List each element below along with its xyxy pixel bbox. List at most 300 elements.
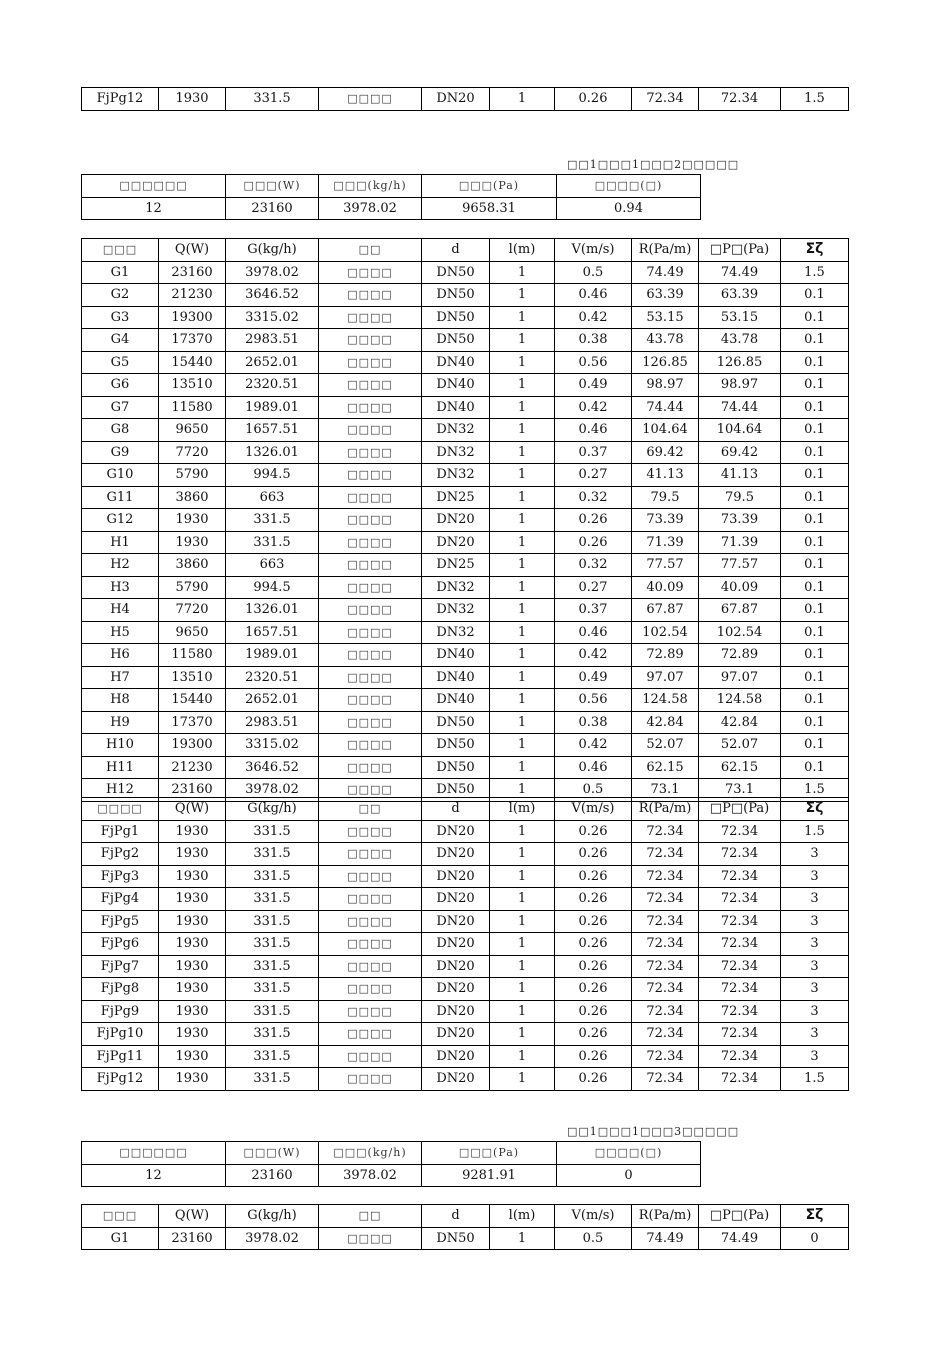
d-cell: DN20 bbox=[422, 910, 490, 933]
segment-cell: G12 bbox=[82, 509, 159, 532]
count-header: □□□□□□ bbox=[82, 175, 226, 198]
q-cell: 23160 bbox=[159, 261, 226, 284]
r-cell: 63.39 bbox=[632, 284, 699, 307]
g-cell: 663 bbox=[226, 486, 319, 509]
d-cell: DN40 bbox=[422, 644, 490, 667]
material-cell: □□□□ bbox=[319, 933, 422, 956]
table-row bbox=[82, 261, 849, 284]
material-cell: □□□□ bbox=[319, 351, 422, 374]
g-cell: 3315.02 bbox=[226, 734, 319, 757]
material-cell: □□□□ bbox=[319, 509, 422, 532]
q-cell: 21230 bbox=[159, 756, 226, 779]
count-header: □□□□□□ bbox=[82, 1142, 226, 1165]
r-cell: 72.34 bbox=[632, 1000, 699, 1023]
material-cell: □□□□ bbox=[319, 666, 422, 689]
l-cell: 1 bbox=[490, 1068, 555, 1091]
zeta-cell: 0.1 bbox=[781, 531, 849, 554]
table-row bbox=[82, 756, 849, 779]
r-cell: 73.39 bbox=[632, 509, 699, 532]
l-cell: 1 bbox=[490, 734, 555, 757]
heat-value: 23160 bbox=[226, 1164, 319, 1187]
segment-cell: G1 bbox=[82, 1227, 159, 1250]
zeta-cell: 3 bbox=[781, 955, 849, 978]
r-cell: 72.34 bbox=[632, 1045, 699, 1068]
l-cell: 1 bbox=[490, 374, 555, 397]
zeta-cell: 1.5 bbox=[781, 779, 849, 802]
g-cell: 331.5 bbox=[226, 509, 319, 532]
v-cell: 0.42 bbox=[555, 396, 632, 419]
r-header: R(Pa/m) bbox=[632, 1205, 699, 1228]
g-cell: 331.5 bbox=[226, 1023, 319, 1046]
g-cell: 1989.01 bbox=[226, 644, 319, 667]
zeta-cell: 1.5 bbox=[781, 88, 849, 111]
v-cell: 0.38 bbox=[555, 329, 632, 352]
table-row bbox=[82, 1045, 849, 1068]
v-cell: 0.26 bbox=[555, 955, 632, 978]
dp-cell: 72.34 bbox=[699, 88, 781, 111]
g-cell: 994.5 bbox=[226, 576, 319, 599]
g-cell: 331.5 bbox=[226, 865, 319, 888]
table-row bbox=[82, 1227, 849, 1250]
zeta-cell: 0.1 bbox=[781, 666, 849, 689]
v-cell: 0.26 bbox=[555, 1068, 632, 1091]
zeta-cell: 0.1 bbox=[781, 599, 849, 622]
g-cell: 3978.02 bbox=[226, 1227, 319, 1250]
v-header: V(m/s) bbox=[555, 798, 632, 821]
table-row bbox=[82, 531, 849, 554]
d-cell: DN32 bbox=[422, 621, 490, 644]
l-cell: 1 bbox=[490, 351, 555, 374]
resistance-value: 9281.91 bbox=[422, 1164, 557, 1187]
segment-cell: H5 bbox=[82, 621, 159, 644]
d-cell: DN20 bbox=[422, 531, 490, 554]
unbalance-header: □□□□(□) bbox=[557, 175, 701, 198]
zeta-cell: 0.1 bbox=[781, 711, 849, 734]
r-cell: 72.34 bbox=[632, 843, 699, 866]
q-cell: 13510 bbox=[159, 666, 226, 689]
top-branch-table bbox=[81, 87, 849, 111]
q-cell: 1930 bbox=[159, 933, 226, 956]
l-cell: 1 bbox=[490, 554, 555, 577]
d-cell: DN50 bbox=[422, 261, 490, 284]
d-cell: DN20 bbox=[422, 820, 490, 843]
zeta-cell: 0.1 bbox=[781, 441, 849, 464]
l-cell: 1 bbox=[490, 1023, 555, 1046]
v-cell: 0.26 bbox=[555, 933, 632, 956]
dp-cell: 72.34 bbox=[699, 1068, 781, 1091]
r-cell: 72.34 bbox=[632, 910, 699, 933]
v-cell: 0.46 bbox=[555, 419, 632, 442]
material-cell: □□□□ bbox=[319, 1068, 422, 1091]
dp-cell: 72.34 bbox=[699, 888, 781, 911]
material-cell: □□□□ bbox=[319, 531, 422, 554]
segment-cell: FjPg5 bbox=[82, 910, 159, 933]
table-row bbox=[82, 910, 849, 933]
l-cell: 1 bbox=[490, 666, 555, 689]
material-cell: □□□□ bbox=[319, 396, 422, 419]
g-cell: 3978.02 bbox=[226, 261, 319, 284]
g-cell: 994.5 bbox=[226, 464, 319, 487]
segment-header: □□□ bbox=[82, 1205, 159, 1228]
d-cell: DN50 bbox=[422, 1227, 490, 1250]
material-cell: □□□□ bbox=[319, 978, 422, 1001]
v-cell: 0.37 bbox=[555, 599, 632, 622]
material-cell: □□□□ bbox=[319, 865, 422, 888]
segment-cell: G8 bbox=[82, 419, 159, 442]
r-cell: 43.78 bbox=[632, 329, 699, 352]
q-cell: 1930 bbox=[159, 1045, 226, 1068]
material-cell: □□□□ bbox=[319, 284, 422, 307]
material-cell: □□□□ bbox=[319, 576, 422, 599]
material-cell: □□□□ bbox=[319, 554, 422, 577]
segment-cell: FjPg11 bbox=[82, 1045, 159, 1068]
section3-main-table bbox=[81, 1204, 849, 1250]
q-cell: 1930 bbox=[159, 865, 226, 888]
l-cell: 1 bbox=[490, 329, 555, 352]
dp-cell: 72.34 bbox=[699, 1023, 781, 1046]
l-cell: 1 bbox=[490, 711, 555, 734]
dp-cell: 72.89 bbox=[699, 644, 781, 667]
g-cell: 1326.01 bbox=[226, 599, 319, 622]
l-cell: 1 bbox=[490, 644, 555, 667]
unbalance-value: 0 bbox=[557, 1164, 701, 1187]
r-cell: 74.44 bbox=[632, 396, 699, 419]
unbalance-value: 0.94 bbox=[557, 197, 701, 220]
v-cell: 0.26 bbox=[555, 843, 632, 866]
segment-cell: FjPg6 bbox=[82, 933, 159, 956]
dp-cell: 72.34 bbox=[699, 955, 781, 978]
v-header: V(m/s) bbox=[555, 1205, 632, 1228]
l-cell: 1 bbox=[490, 933, 555, 956]
zeta-cell: 0.1 bbox=[781, 284, 849, 307]
zeta-cell: 0.1 bbox=[781, 509, 849, 532]
main-header-row bbox=[82, 239, 849, 262]
r-cell: 72.34 bbox=[632, 1068, 699, 1091]
material-cell: □□□□ bbox=[319, 1045, 422, 1068]
dp-cell: 72.34 bbox=[699, 820, 781, 843]
segment-cell: G10 bbox=[82, 464, 159, 487]
g-cell: 331.5 bbox=[226, 531, 319, 554]
l-cell: 1 bbox=[490, 978, 555, 1001]
l-cell: 1 bbox=[490, 865, 555, 888]
d-cell: DN20 bbox=[422, 1023, 490, 1046]
l-cell: 1 bbox=[490, 531, 555, 554]
v-cell: 0.56 bbox=[555, 351, 632, 374]
material-cell: □□□□ bbox=[319, 621, 422, 644]
segment-cell: G4 bbox=[82, 329, 159, 352]
material-cell: □□□□ bbox=[319, 486, 422, 509]
table-row bbox=[82, 888, 849, 911]
d-cell: DN32 bbox=[422, 464, 490, 487]
dp-header: □P□(Pa) bbox=[699, 798, 781, 821]
l-cell: 1 bbox=[490, 306, 555, 329]
l-cell: 1 bbox=[490, 419, 555, 442]
segment-cell: H9 bbox=[82, 711, 159, 734]
zeta-cell: 1.5 bbox=[781, 261, 849, 284]
table-row bbox=[82, 711, 849, 734]
q-cell: 1930 bbox=[159, 820, 226, 843]
r-cell: 97.07 bbox=[632, 666, 699, 689]
summary-header-row bbox=[82, 1142, 701, 1165]
zeta-cell: 0.1 bbox=[781, 486, 849, 509]
l-cell: 1 bbox=[490, 779, 555, 802]
q-cell: 15440 bbox=[159, 689, 226, 712]
q-cell: 1930 bbox=[159, 509, 226, 532]
d-cell: DN20 bbox=[422, 843, 490, 866]
segment-cell: G2 bbox=[82, 284, 159, 307]
l-cell: 1 bbox=[490, 261, 555, 284]
q-cell: 19300 bbox=[159, 306, 226, 329]
zeta-cell: 3 bbox=[781, 843, 849, 866]
table-row bbox=[82, 1023, 849, 1046]
d-cell: DN20 bbox=[422, 865, 490, 888]
g-cell: 331.5 bbox=[226, 1000, 319, 1023]
v-cell: 0.27 bbox=[555, 576, 632, 599]
resistance-header: □□□(Pa) bbox=[422, 175, 557, 198]
g-cell: 331.5 bbox=[226, 1068, 319, 1091]
table-row bbox=[82, 1000, 849, 1023]
segment-header: □□□ bbox=[82, 239, 159, 262]
zeta-cell: 0.1 bbox=[781, 396, 849, 419]
q-cell: 1930 bbox=[159, 1000, 226, 1023]
g-cell: 2983.51 bbox=[226, 711, 319, 734]
table-row bbox=[82, 396, 849, 419]
zeta-cell: 0.1 bbox=[781, 419, 849, 442]
segment-cell: G9 bbox=[82, 441, 159, 464]
segment-cell: G11 bbox=[82, 486, 159, 509]
q-cell: 1930 bbox=[159, 531, 226, 554]
d-header: d bbox=[422, 798, 490, 821]
g-cell: 331.5 bbox=[226, 820, 319, 843]
material-cell: □□□□ bbox=[319, 689, 422, 712]
dp-cell: 124.58 bbox=[699, 689, 781, 712]
r-cell: 77.57 bbox=[632, 554, 699, 577]
count-value: 12 bbox=[82, 197, 226, 220]
l-cell: 1 bbox=[490, 756, 555, 779]
table-row bbox=[82, 486, 849, 509]
v-cell: 0.49 bbox=[555, 666, 632, 689]
table-row bbox=[82, 599, 849, 622]
r-cell: 40.09 bbox=[632, 576, 699, 599]
r-cell: 69.42 bbox=[632, 441, 699, 464]
zeta-cell: 0.1 bbox=[781, 329, 849, 352]
segment-cell: G7 bbox=[82, 396, 159, 419]
g-cell: 331.5 bbox=[226, 843, 319, 866]
g-cell: 331.5 bbox=[226, 910, 319, 933]
table-row bbox=[82, 621, 849, 644]
heat-value: 23160 bbox=[226, 197, 319, 220]
summary-header-row bbox=[82, 175, 701, 198]
l-cell: 1 bbox=[490, 464, 555, 487]
g-cell: 1326.01 bbox=[226, 441, 319, 464]
q-cell: 1930 bbox=[159, 978, 226, 1001]
g-cell: 3978.02 bbox=[226, 779, 319, 802]
flow-header: □□□(kg/h) bbox=[319, 1142, 422, 1165]
g-cell: 331.5 bbox=[226, 1045, 319, 1068]
q-cell: 3860 bbox=[159, 486, 226, 509]
d-cell: DN25 bbox=[422, 486, 490, 509]
table-row bbox=[82, 576, 849, 599]
table-row bbox=[82, 1068, 849, 1091]
r-cell: 126.85 bbox=[632, 351, 699, 374]
d-cell: DN40 bbox=[422, 374, 490, 397]
dp-cell: 98.97 bbox=[699, 374, 781, 397]
v-cell: 0.26 bbox=[555, 1000, 632, 1023]
v-cell: 0.46 bbox=[555, 621, 632, 644]
l-cell: 1 bbox=[490, 910, 555, 933]
v-cell: 0.27 bbox=[555, 464, 632, 487]
zeta-cell: 0.1 bbox=[781, 554, 849, 577]
l-cell: 1 bbox=[490, 689, 555, 712]
d-cell: DN40 bbox=[422, 351, 490, 374]
branch-header: □□□□ bbox=[82, 798, 159, 821]
d-cell: DN40 bbox=[422, 666, 490, 689]
segment-cell: FjPg3 bbox=[82, 865, 159, 888]
material-cell: □□□□ bbox=[319, 820, 422, 843]
d-cell: DN20 bbox=[422, 888, 490, 911]
l-cell: 1 bbox=[490, 509, 555, 532]
segment-cell: H12 bbox=[82, 779, 159, 802]
v-cell: 0.5 bbox=[555, 779, 632, 802]
segment-cell: H3 bbox=[82, 576, 159, 599]
flow-value: 3978.02 bbox=[319, 1164, 422, 1187]
g-cell: 1657.51 bbox=[226, 419, 319, 442]
zeta-header: Σζ bbox=[781, 239, 849, 262]
heat-header: □□□(W) bbox=[226, 1142, 319, 1165]
l-cell: 1 bbox=[490, 88, 555, 111]
dp-cell: 77.57 bbox=[699, 554, 781, 577]
q-cell: 23160 bbox=[159, 779, 226, 802]
r-cell: 72.34 bbox=[632, 820, 699, 843]
g-header: G(kg/h) bbox=[226, 798, 319, 821]
g-cell: 2320.51 bbox=[226, 374, 319, 397]
r-cell: 72.34 bbox=[632, 1023, 699, 1046]
v-cell: 0.42 bbox=[555, 306, 632, 329]
dp-header: □P□(Pa) bbox=[699, 239, 781, 262]
q-cell: 3860 bbox=[159, 554, 226, 577]
segment-cell: G5 bbox=[82, 351, 159, 374]
table-row bbox=[82, 644, 849, 667]
resistance-header: □□□(Pa) bbox=[422, 1142, 557, 1165]
d-cell: DN40 bbox=[422, 396, 490, 419]
dp-cell: 72.34 bbox=[699, 1045, 781, 1068]
segment-cell: H4 bbox=[82, 599, 159, 622]
r-cell: 53.15 bbox=[632, 306, 699, 329]
g-cell: 2320.51 bbox=[226, 666, 319, 689]
material-cell: □□□□ bbox=[319, 955, 422, 978]
material-cell: □□□□ bbox=[319, 88, 422, 111]
dp-cell: 102.54 bbox=[699, 621, 781, 644]
d-cell: DN25 bbox=[422, 554, 490, 577]
d-header: d bbox=[422, 239, 490, 262]
g-cell: 2652.01 bbox=[226, 689, 319, 712]
l-cell: 1 bbox=[490, 396, 555, 419]
segment-cell: H8 bbox=[82, 689, 159, 712]
section2-caption: □□1□□□1□□□2□□□□□ bbox=[567, 158, 740, 171]
section2-branch-table bbox=[81, 797, 849, 1091]
d-cell: DN20 bbox=[422, 933, 490, 956]
r-header: R(Pa/m) bbox=[632, 239, 699, 262]
r-cell: 72.89 bbox=[632, 644, 699, 667]
table-row bbox=[82, 978, 849, 1001]
table-row bbox=[82, 441, 849, 464]
table-row bbox=[82, 419, 849, 442]
l-cell: 1 bbox=[490, 284, 555, 307]
material-header: □□ bbox=[319, 798, 422, 821]
dp-cell: 53.15 bbox=[699, 306, 781, 329]
v-header: V(m/s) bbox=[555, 239, 632, 262]
dp-cell: 72.34 bbox=[699, 1000, 781, 1023]
d-cell: DN50 bbox=[422, 711, 490, 734]
dp-header: □P□(Pa) bbox=[699, 1205, 781, 1228]
r-cell: 42.84 bbox=[632, 711, 699, 734]
d-cell: DN32 bbox=[422, 419, 490, 442]
table-row bbox=[82, 843, 849, 866]
l-header: l(m) bbox=[490, 1205, 555, 1228]
q-header: Q(W) bbox=[159, 1205, 226, 1228]
dp-cell: 74.49 bbox=[699, 1227, 781, 1250]
v-cell: 0.26 bbox=[555, 1023, 632, 1046]
material-cell: □□□□ bbox=[319, 644, 422, 667]
d-cell: DN50 bbox=[422, 779, 490, 802]
d-cell: DN20 bbox=[422, 88, 490, 111]
d-cell: DN20 bbox=[422, 978, 490, 1001]
g-cell: 3315.02 bbox=[226, 306, 319, 329]
r-cell: 102.54 bbox=[632, 621, 699, 644]
dp-cell: 52.07 bbox=[699, 734, 781, 757]
segment-cell: FjPg12 bbox=[82, 1068, 159, 1091]
flow-header: □□□(kg/h) bbox=[319, 175, 422, 198]
zeta-cell: 0.1 bbox=[781, 734, 849, 757]
q-cell: 21230 bbox=[159, 284, 226, 307]
r-cell: 41.13 bbox=[632, 464, 699, 487]
v-cell: 0.42 bbox=[555, 644, 632, 667]
material-cell: □□□□ bbox=[319, 599, 422, 622]
table-row bbox=[82, 554, 849, 577]
dp-cell: 43.78 bbox=[699, 329, 781, 352]
material-cell: □□□□ bbox=[319, 464, 422, 487]
q-cell: 11580 bbox=[159, 644, 226, 667]
l-header: l(m) bbox=[490, 798, 555, 821]
r-cell: 74.49 bbox=[632, 261, 699, 284]
v-cell: 0.32 bbox=[555, 554, 632, 577]
l-cell: 1 bbox=[490, 820, 555, 843]
segment-cell: H11 bbox=[82, 756, 159, 779]
material-cell: □□□□ bbox=[319, 1023, 422, 1046]
v-cell: 0.26 bbox=[555, 1045, 632, 1068]
segment-cell: H6 bbox=[82, 644, 159, 667]
zeta-cell: 0.1 bbox=[781, 306, 849, 329]
dp-cell: 74.49 bbox=[699, 261, 781, 284]
d-cell: DN50 bbox=[422, 329, 490, 352]
material-header: □□ bbox=[319, 1205, 422, 1228]
zeta-cell: 0.1 bbox=[781, 644, 849, 667]
r-cell: 124.58 bbox=[632, 689, 699, 712]
r-cell: 98.97 bbox=[632, 374, 699, 397]
g-cell: 3646.52 bbox=[226, 756, 319, 779]
table-row bbox=[82, 88, 849, 111]
zeta-header: Σζ bbox=[781, 1205, 849, 1228]
segment-cell: FjPg1 bbox=[82, 820, 159, 843]
q-cell: 1930 bbox=[159, 910, 226, 933]
material-cell: □□□□ bbox=[319, 374, 422, 397]
flow-value: 3978.02 bbox=[319, 197, 422, 220]
dp-cell: 104.64 bbox=[699, 419, 781, 442]
table-row bbox=[82, 284, 849, 307]
l-cell: 1 bbox=[490, 576, 555, 599]
q-cell: 7720 bbox=[159, 599, 226, 622]
main-header-row bbox=[82, 1205, 849, 1228]
